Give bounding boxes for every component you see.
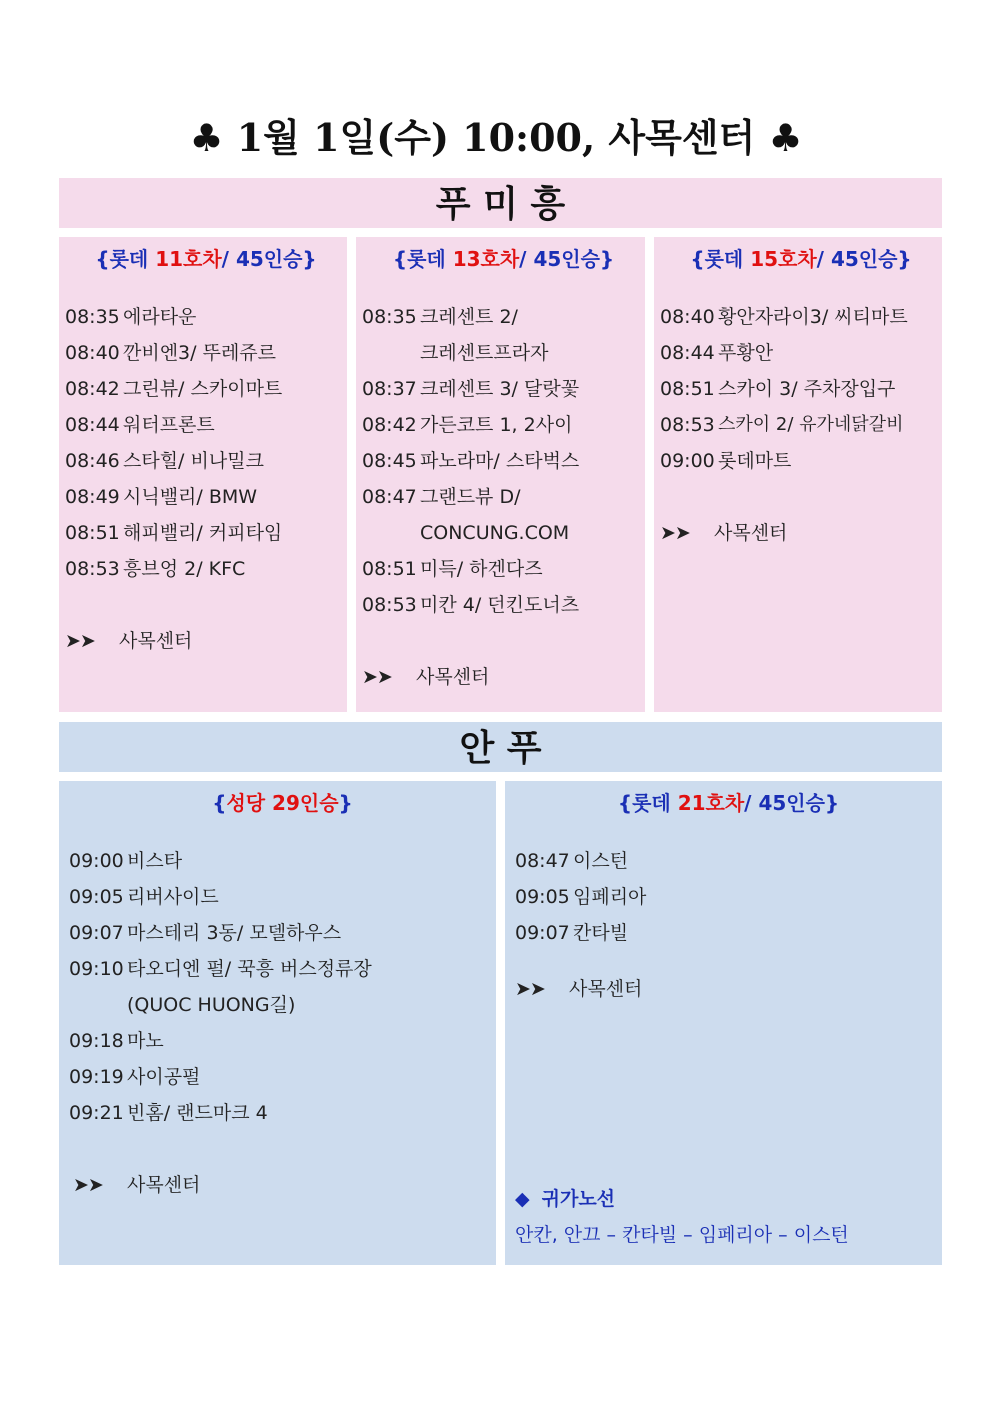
route-column-cathedral-bus	[59, 781, 496, 1265]
stop-time: 09:19	[69, 1066, 124, 1088]
heading-close: }	[338, 791, 353, 815]
list-item	[660, 443, 942, 479]
list-item	[660, 299, 942, 335]
stop-name: 파노라마/ 스타벅스	[420, 450, 580, 472]
list-item	[69, 1023, 496, 1059]
list-item	[69, 987, 496, 1023]
arrow-icon: ➤➤	[65, 630, 95, 652]
page-title: ♣ 1월 1일(수) 10:00, 사목센터 ♣	[189, 115, 803, 160]
stop-list	[660, 299, 942, 551]
bus-number: 21호차	[677, 791, 745, 815]
stop-name: 에라타운	[123, 306, 197, 328]
stop-name: 크레센트 2/	[420, 306, 518, 328]
stop-time: 09:10	[69, 958, 124, 980]
stop-time: 08:47	[515, 850, 570, 872]
column-heading	[362, 245, 645, 273]
stop-time: 08:49	[65, 486, 120, 508]
bus-number: 13호차	[452, 247, 520, 271]
stop-name: 스카이 2/ 유가네닭갈비	[718, 414, 904, 435]
stop-name: 빈홈/ 랜드마크 4	[127, 1102, 268, 1124]
stop-name: 크레센트프라자	[420, 342, 549, 364]
destination-name: 사목센터	[127, 1174, 201, 1196]
list-item	[69, 843, 496, 879]
stop-name: 깐비엔3/ 뚜레쥬르	[123, 342, 277, 364]
list-item	[69, 951, 496, 987]
list-item	[69, 1095, 496, 1131]
list-item	[69, 915, 496, 951]
stop-name: 시닉밸리/ BMW	[123, 486, 258, 508]
heading-open: {롯데	[392, 247, 453, 271]
stop-time: 08:35	[65, 306, 120, 328]
list-item	[65, 407, 347, 443]
return-route-text: 안칸, 안끄 – 칸타빌 – 임페리아 – 이스턴	[515, 1224, 849, 1246]
stop-name: 칸타빌	[573, 922, 629, 944]
stop-name: 타오디엔 펄/ 꾹흥 버스정류장	[127, 958, 372, 980]
stop-time: 08:53	[660, 414, 715, 436]
list-item	[515, 879, 942, 915]
list-item	[65, 443, 347, 479]
heading-open: {	[212, 791, 227, 815]
column-heading	[69, 789, 496, 817]
bus-number: 11호차	[155, 247, 222, 271]
stop-name: 임페리아	[573, 886, 647, 908]
column-heading	[660, 245, 942, 273]
stop-time: 09:07	[69, 922, 124, 944]
return-route-title: 귀가노선	[541, 1188, 616, 1210]
bus-number: 15호차	[750, 247, 817, 271]
list-item	[362, 335, 645, 371]
stop-list	[362, 299, 645, 695]
stop-list	[65, 299, 347, 659]
stop-name: 푸황안	[718, 342, 774, 364]
stop-time: 09:05	[69, 886, 124, 908]
stop-name: 해피밸리/ 커피타임	[123, 522, 283, 544]
list-item	[69, 879, 496, 915]
return-route-heading	[515, 1181, 849, 1217]
destination-name: 사목센터	[714, 522, 788, 544]
destination-row	[362, 659, 645, 695]
heading-close: / 45인승}	[221, 247, 317, 271]
stop-time: 08:44	[660, 342, 715, 364]
stop-name: 미칸 4/ 던킨도너츠	[420, 594, 580, 616]
stop-name: 스카이 3/ 주차장입구	[718, 378, 896, 400]
stop-time: 08:53	[65, 558, 120, 580]
list-item	[65, 335, 347, 371]
column-heading	[515, 789, 942, 817]
arrow-icon: ➤➤	[660, 522, 690, 544]
list-item	[65, 299, 347, 335]
stop-time: 08:40	[660, 306, 715, 328]
destination-row	[65, 623, 347, 659]
stop-name: 마스테리 3동/ 모델하우스	[127, 922, 342, 944]
arrow-icon: ➤➤	[515, 978, 545, 1000]
list-item	[362, 443, 645, 479]
stop-name: 워터프론트	[123, 414, 215, 436]
destination-row	[515, 971, 942, 1007]
stop-time: 08:47	[362, 486, 417, 508]
destination-name: 사목센터	[119, 630, 193, 652]
stop-time: 08:51	[65, 522, 120, 544]
section-header-an-phu: 안 푸	[59, 722, 942, 772]
list-item	[65, 479, 347, 515]
route-column-bus-15	[654, 237, 942, 712]
stop-name: 롯데마트	[718, 450, 792, 472]
stop-name: (QUOC HUONG길)	[127, 994, 296, 1016]
route-column-bus-21	[505, 781, 942, 1265]
stop-name: 그랜드뷰 D/	[420, 486, 521, 508]
stop-name: 사이공펄	[127, 1066, 201, 1088]
heading-open: {롯데	[690, 247, 751, 271]
route-column-bus-11	[59, 237, 347, 712]
stop-name: 그린뷰/ 스카이마트	[123, 378, 283, 400]
destination-row	[660, 515, 942, 551]
stop-name: 리버사이드	[127, 886, 219, 908]
stop-time: 08:40	[65, 342, 120, 364]
stop-time: 09:21	[69, 1102, 124, 1124]
stop-time: 09:00	[69, 850, 124, 872]
bus-number: 성당 29인승	[226, 791, 339, 815]
list-item	[65, 515, 347, 551]
list-item	[362, 515, 645, 551]
list-item	[362, 299, 645, 335]
stop-time: 08:51	[362, 558, 417, 580]
stop-name: 크레센트 3/ 달랏꽃	[420, 378, 580, 400]
list-item	[660, 407, 942, 443]
list-item	[660, 371, 942, 407]
column-heading	[65, 245, 347, 273]
stop-time: 08:35	[362, 306, 417, 328]
heading-close: / 45인승}	[744, 791, 840, 815]
stop-time: 09:00	[660, 450, 715, 472]
stop-name: 흥브엉 2/ KFC	[123, 558, 246, 580]
destination-row	[69, 1167, 496, 1203]
arrow-icon: ➤➤	[362, 666, 392, 688]
stop-name: 황안자라이3/ 씨티마트	[718, 306, 908, 328]
stop-name: CONCUNG.COM	[420, 522, 570, 544]
list-item	[515, 843, 942, 879]
list-item	[362, 407, 645, 443]
diamond-icon: ◆	[515, 1188, 530, 1210]
destination-name: 사목센터	[569, 978, 643, 1000]
list-item	[65, 551, 347, 587]
stop-time: 08:45	[362, 450, 417, 472]
stop-time: 08:46	[65, 450, 120, 472]
stop-name: 스타힐/ 비나밀크	[123, 450, 264, 472]
section-header-phu-my-hung: 푸 미 흥	[59, 178, 942, 228]
heading-close: / 45인승}	[816, 247, 912, 271]
list-item	[362, 479, 645, 515]
stop-name: 비스타	[127, 850, 183, 872]
destination-name: 사목센터	[416, 666, 490, 688]
stop-time: 08:42	[65, 378, 120, 400]
arrow-icon: ➤➤	[73, 1174, 103, 1196]
route-column-bus-13	[356, 237, 645, 712]
stop-time: 08:51	[660, 378, 715, 400]
list-item	[362, 551, 645, 587]
stop-list	[515, 843, 942, 1007]
stop-time: 08:53	[362, 594, 417, 616]
list-item	[362, 371, 645, 407]
stop-name: 마노	[127, 1030, 164, 1052]
list-item	[362, 587, 645, 623]
stop-name: 가든코트 1, 2사이	[420, 414, 573, 436]
list-item	[65, 371, 347, 407]
heading-open: {롯데	[617, 791, 678, 815]
stop-name: 미득/ 하겐다즈	[420, 558, 543, 580]
list-item	[515, 915, 942, 951]
stop-time: 09:07	[515, 922, 570, 944]
stop-name: 이스턴	[573, 850, 629, 872]
list-item	[660, 335, 942, 371]
stop-time: 08:37	[362, 378, 417, 400]
list-item	[69, 1059, 496, 1095]
heading-open: {롯데	[95, 247, 156, 271]
stop-time: 08:44	[65, 414, 120, 436]
stop-time: 09:18	[69, 1030, 124, 1052]
stop-time: 08:42	[362, 414, 417, 436]
return-route-block	[515, 1181, 849, 1253]
stop-list	[69, 843, 496, 1203]
heading-close: / 45인승}	[519, 247, 615, 271]
stop-time: 09:05	[515, 886, 570, 908]
